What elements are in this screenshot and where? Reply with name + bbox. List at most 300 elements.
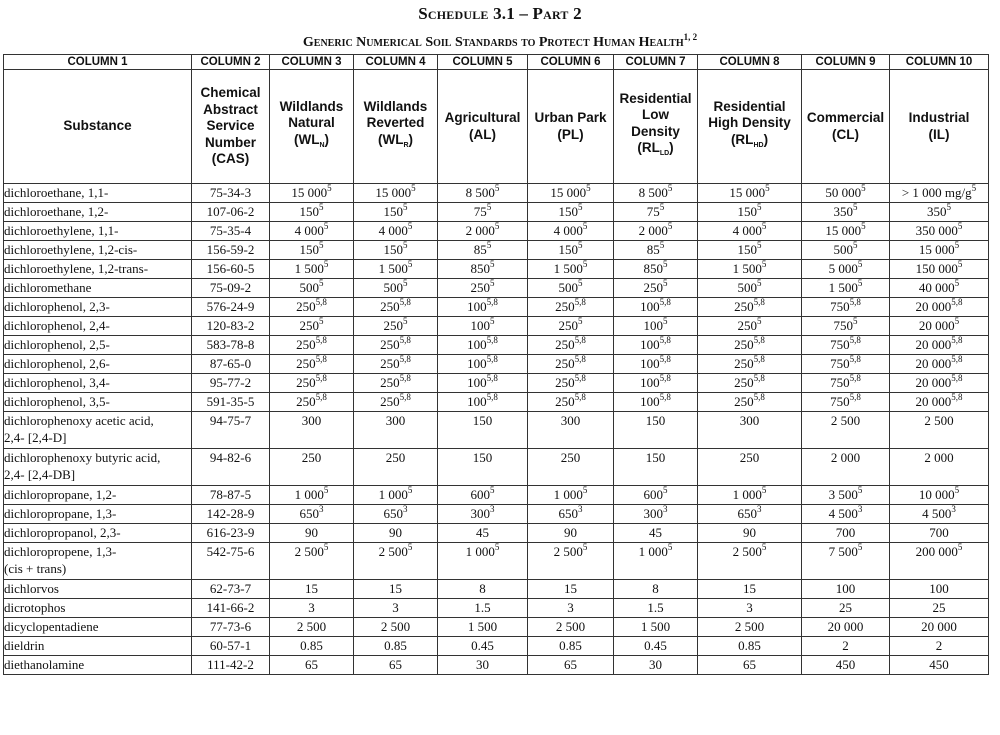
standard-value: 100 <box>470 318 490 333</box>
standard-value-cell <box>354 637 438 656</box>
cas-number-cell: 107-06-2 <box>192 203 270 222</box>
standard-value-cell <box>698 203 802 222</box>
footnote-reference: 5 <box>954 316 960 326</box>
column-header-9 <box>802 70 890 184</box>
standard-value-cell <box>270 260 354 279</box>
standard-value-cell <box>270 298 354 317</box>
column-header-abbreviation <box>890 127 988 144</box>
table-row <box>4 486 989 505</box>
standard-value-cell <box>890 412 989 449</box>
footnote-reference: 5 <box>761 485 767 495</box>
standard-value: 250 <box>558 318 578 333</box>
standard-value-cell <box>438 222 528 241</box>
column-header-abbreviation <box>528 127 613 144</box>
standard-value-cell <box>528 505 614 524</box>
footnote-reference: 5 <box>407 542 413 552</box>
standard-value: 0.45 <box>471 638 494 653</box>
standard-value-cell <box>802 505 890 524</box>
abbreviation-subscript: LD <box>659 150 670 157</box>
footnote-reference: 5 <box>663 316 668 326</box>
standard-value-cell <box>890 393 989 412</box>
standard-value-cell <box>270 618 354 637</box>
column-number-10: COLUMN 10 <box>890 55 989 70</box>
footnote-reference: 5,8 <box>849 297 861 307</box>
standard-value-cell <box>528 279 614 298</box>
standard-value-cell <box>270 393 354 412</box>
footnote-reference: 5,8 <box>315 392 327 402</box>
standard-value: 600 <box>643 487 663 502</box>
standard-value-cell <box>354 317 438 336</box>
footnote-reference: 5,8 <box>486 335 498 345</box>
standard-value: 1 500 <box>378 261 408 276</box>
standard-value: 150 <box>472 413 493 428</box>
substance-cell <box>4 505 192 524</box>
footnote-reference: 5,8 <box>849 373 861 383</box>
standard-value: 1.5 <box>647 600 664 615</box>
footnote-reference: 5 <box>403 240 408 250</box>
standard-value-cell <box>698 222 802 241</box>
column-header-3 <box>270 70 354 184</box>
standard-value-cell <box>528 374 614 393</box>
cas-number-cell: 111-42-2 <box>192 656 270 675</box>
column-header-row <box>4 70 989 184</box>
footnote-reference: 5 <box>319 278 324 288</box>
standard-value-cell <box>802 222 890 241</box>
column-header-line: Wildlands <box>279 98 344 114</box>
footnote-reference: 5 <box>578 240 583 250</box>
footnote-reference: 5 <box>667 221 673 231</box>
standard-value-cell <box>270 505 354 524</box>
standard-value-cell <box>698 505 802 524</box>
standard-value-cell <box>802 203 890 222</box>
standard-value: 2 000 <box>638 223 668 238</box>
standard-value: 85 <box>646 242 660 257</box>
table-row <box>4 449 989 486</box>
standard-value: 150 <box>383 242 403 257</box>
substance-cell <box>4 184 192 203</box>
standard-value-cell <box>438 580 528 599</box>
footnote-reference: 5 <box>323 542 329 552</box>
standard-value: 7 500 <box>828 544 858 559</box>
standard-value: 20 000 <box>915 375 952 390</box>
standard-value: 5 000 <box>828 261 858 276</box>
substance-name-line: dichloropropanol, 2,3- <box>4 525 121 540</box>
cas-number-cell: 75-35-4 <box>192 222 270 241</box>
footnote-reference: 5 <box>757 202 762 212</box>
substance-cell <box>4 336 192 355</box>
substance-cell <box>4 543 192 580</box>
footnote-reference: 5 <box>486 202 492 212</box>
standard-value-cell <box>614 279 698 298</box>
standard-value: 750 <box>830 356 850 371</box>
footnote-reference: 5 <box>494 183 500 193</box>
standard-value-cell <box>890 449 989 486</box>
standard-value-cell <box>528 543 614 580</box>
footnote-reference: 5,8 <box>849 335 861 345</box>
footnote-reference: 5,8 <box>951 297 963 307</box>
table-row <box>4 505 989 524</box>
footnote-reference: 5,8 <box>574 335 586 345</box>
standard-value-cell <box>890 184 989 203</box>
standard-value: 15 000 <box>825 223 862 238</box>
standard-value-cell <box>890 336 989 355</box>
standard-value-cell <box>354 298 438 317</box>
column-header-line: Number <box>204 134 256 150</box>
standard-value-cell <box>890 637 989 656</box>
footnote-reference: 5 <box>403 316 408 326</box>
standard-value: 0.85 <box>300 638 323 653</box>
standard-value: 1.5 <box>474 600 491 615</box>
standard-value-cell <box>270 412 354 449</box>
standard-value: 250 <box>380 394 400 409</box>
standard-value: 1 000 <box>553 487 583 502</box>
cas-number-cell: 591-35-5 <box>192 393 270 412</box>
standard-value: 250 <box>555 337 575 352</box>
footnote-reference: 5 <box>857 259 863 269</box>
standard-value-cell <box>614 412 698 449</box>
standard-value: 2 500 <box>830 413 861 428</box>
standard-value-cell <box>528 524 614 543</box>
standard-value: 300 <box>385 413 406 428</box>
standard-value-cell <box>438 355 528 374</box>
footnote-reference: 5 <box>663 485 668 495</box>
standard-value-cell <box>698 599 802 618</box>
standard-value: 65 <box>743 657 756 672</box>
footnote-reference: 5,8 <box>951 373 963 383</box>
substance-name-line: dichloroethylene, 1,2-cis- <box>4 242 138 257</box>
standard-value: 100 <box>640 394 660 409</box>
footnote-reference: 5 <box>659 240 665 250</box>
standard-value: 30 <box>476 657 489 672</box>
substance-cell <box>4 449 192 486</box>
abbreviation-text: (AL) <box>469 126 496 142</box>
column-number-2: COLUMN 2 <box>192 55 270 70</box>
column-header-5 <box>438 70 528 184</box>
column-number-6: COLUMN 6 <box>528 55 614 70</box>
standard-value-cell <box>354 618 438 637</box>
standard-value-cell <box>354 599 438 618</box>
footnote-reference: 5 <box>323 485 329 495</box>
standard-value: 8 500 <box>638 185 668 200</box>
footnote-reference: 5 <box>319 316 324 326</box>
standard-value: 8 <box>652 581 659 596</box>
column-header-line: Low <box>642 107 669 122</box>
standard-value-cell <box>270 203 354 222</box>
standard-value-cell <box>354 336 438 355</box>
standard-value: 3 500 <box>828 487 858 502</box>
standard-value-cell <box>890 580 989 599</box>
abbreviation-text: (RL <box>730 131 754 147</box>
standard-value-cell <box>438 298 528 317</box>
standard-value: 750 <box>830 337 850 352</box>
column-header-line: Wildlands <box>363 98 428 114</box>
standard-value: 3 <box>392 600 399 615</box>
cas-number-cell: 120-83-2 <box>192 317 270 336</box>
footnote-reference: 5,8 <box>315 335 327 345</box>
footnote-reference: 5 <box>490 485 495 495</box>
footnote-reference: 5 <box>857 542 863 552</box>
footnote-reference: 5,8 <box>753 373 765 383</box>
standard-value-cell <box>614 374 698 393</box>
standard-value-cell <box>354 393 438 412</box>
standard-value-cell <box>614 393 698 412</box>
column-header-line: Substance <box>63 118 132 134</box>
column-header-8 <box>698 70 802 184</box>
substance-cell <box>4 599 192 618</box>
footnote-reference: 5 <box>667 542 673 552</box>
standard-value: 350 <box>927 204 947 219</box>
abbreviation-close-paren: ) <box>763 131 769 147</box>
table-body <box>4 184 989 675</box>
standard-value-cell <box>802 184 890 203</box>
standard-value: 65 <box>564 657 577 672</box>
standard-value: 150 <box>737 242 757 257</box>
footnote-reference: 5,8 <box>399 297 411 307</box>
standard-value-cell <box>270 279 354 298</box>
table-row <box>4 524 989 543</box>
table-row <box>4 637 989 656</box>
standard-value: 250 <box>734 337 754 352</box>
standard-value-cell <box>270 374 354 393</box>
abbreviation-text: (CL) <box>832 126 859 142</box>
standard-value-cell <box>698 374 802 393</box>
standard-value: 15 <box>564 581 577 596</box>
standard-value: 250 <box>296 299 316 314</box>
standard-value: 30 <box>649 657 662 672</box>
standard-value: 8 500 <box>465 185 495 200</box>
standard-value: 1 500 <box>553 261 583 276</box>
standard-value-cell <box>354 355 438 374</box>
standard-value: 100 <box>640 299 660 314</box>
table-row <box>4 184 989 203</box>
footnote-reference: 5 <box>761 542 767 552</box>
substance-name-line: dichlorophenoxy acetic acid, <box>4 413 154 428</box>
substance-cell <box>4 412 192 449</box>
footnote-reference: 5 <box>954 278 960 288</box>
standard-value-cell <box>270 336 354 355</box>
column-header-line: Agricultural <box>444 110 521 125</box>
footnote-reference: 5 <box>403 202 408 212</box>
table-row <box>4 599 989 618</box>
standard-value: 90 <box>305 525 318 540</box>
cas-number-cell: 87-65-0 <box>192 355 270 374</box>
substance-name-line: dichlorophenol, 3,5- <box>4 394 110 409</box>
standard-value: 15 000 <box>729 185 766 200</box>
standard-value-cell <box>802 374 890 393</box>
standard-value-cell <box>354 203 438 222</box>
footnote-reference: 5 <box>582 542 588 552</box>
footnote-reference: 5 <box>757 278 762 288</box>
footnote-reference: 5 <box>403 278 408 288</box>
standard-value-cell <box>270 580 354 599</box>
footnote-reference: 5,8 <box>486 297 498 307</box>
substance-name-line: dichlorophenoxy butyric acid, <box>4 450 161 465</box>
standard-value-cell <box>698 355 802 374</box>
standard-value: 650 <box>558 506 578 521</box>
standard-value: 850 <box>470 261 490 276</box>
standard-value-cell <box>890 656 989 675</box>
column-header-abbreviation <box>614 140 697 163</box>
standard-value-cell <box>614 298 698 317</box>
cas-number-cell: 141-66-2 <box>192 599 270 618</box>
standard-value: 250 <box>734 394 754 409</box>
standard-value: 750 <box>830 394 850 409</box>
cas-number-cell: 583-78-8 <box>192 336 270 355</box>
standard-value-cell <box>270 486 354 505</box>
standard-value: 300 <box>560 413 581 428</box>
footnote-reference: 3 <box>319 504 324 514</box>
standard-value: 150 <box>645 413 666 428</box>
standard-value-cell <box>890 599 989 618</box>
table-row <box>4 260 989 279</box>
table-row <box>4 336 989 355</box>
standard-value-cell <box>802 543 890 580</box>
footnote-reference: 5,8 <box>315 373 327 383</box>
substance-name-line: dichloroethylene, 1,2-trans- <box>4 261 149 276</box>
standard-value-cell <box>354 184 438 203</box>
substance-name-line: dieldrin <box>4 638 45 653</box>
standard-value-cell <box>438 524 528 543</box>
standard-value-cell <box>438 486 528 505</box>
standard-value-cell <box>438 543 528 580</box>
substance-name-line: dichlorophenol, 3,4- <box>4 375 110 390</box>
column-number-7: COLUMN 7 <box>614 55 698 70</box>
standard-value-cell <box>438 637 528 656</box>
standard-value-cell <box>270 449 354 486</box>
substance-name-line: dichlorophenol, 2,3- <box>4 299 110 314</box>
standard-value: 4 000 <box>294 223 324 238</box>
footnote-reference: 5 <box>494 221 500 231</box>
standard-value: 2 500 <box>924 413 954 428</box>
standard-value: 25 <box>932 600 946 615</box>
standard-value: 1 000 <box>378 487 408 502</box>
footnote-reference: 5 <box>659 202 665 212</box>
standard-value-cell <box>614 317 698 336</box>
standard-value: 250 <box>380 375 400 390</box>
standard-value: 75 <box>646 204 660 219</box>
footnote-reference: 5,8 <box>753 392 765 402</box>
standard-value: 250 <box>555 299 575 314</box>
column-header-line: High Density <box>708 115 791 131</box>
standard-value-cell <box>890 524 989 543</box>
standard-value-cell <box>438 449 528 486</box>
footnote-reference: 5,8 <box>486 373 498 383</box>
standard-value-cell <box>528 393 614 412</box>
standard-value-cell <box>890 618 989 637</box>
column-header-abbreviation <box>698 132 801 155</box>
standard-value-cell <box>438 393 528 412</box>
standard-value: 650 <box>737 506 757 521</box>
standard-value: 250 <box>380 299 400 314</box>
standard-value-cell <box>528 317 614 336</box>
standard-value-cell <box>438 412 528 449</box>
standard-value-cell <box>614 449 698 486</box>
standard-value-cell <box>614 203 698 222</box>
standard-value: 1 000 <box>465 544 495 559</box>
standard-value-cell <box>698 524 802 543</box>
standard-value-cell <box>354 580 438 599</box>
standard-value-cell <box>698 184 802 203</box>
standard-value: 700 <box>929 525 949 540</box>
substance-name-line: dichlorophenol, 2,6- <box>4 356 110 371</box>
substance-cell <box>4 355 192 374</box>
standard-value-cell <box>890 260 989 279</box>
column-header-line: Abstract <box>203 101 258 117</box>
standard-value: 40 000 <box>918 280 955 295</box>
standard-value-cell <box>528 656 614 675</box>
document-title: Schedule 3.1 – Part 2 <box>418 4 582 23</box>
standard-value: 250 <box>385 450 406 465</box>
standard-value: 250 <box>555 394 575 409</box>
footnote-reference: 5 <box>857 278 863 288</box>
standard-value-cell <box>802 412 890 449</box>
soil-standards-table <box>3 54 989 675</box>
standard-value-cell <box>614 222 698 241</box>
abbreviation-subscript: R <box>403 141 409 149</box>
standard-value-cell <box>614 336 698 355</box>
abbreviation-subscript: N <box>319 141 325 149</box>
footnote-reference: 5,8 <box>659 335 671 345</box>
substance-cell <box>4 298 192 317</box>
column-header-line: Density <box>631 123 680 139</box>
cas-number-cell: 95-77-2 <box>192 374 270 393</box>
standard-value: 2 500 <box>553 544 583 559</box>
standard-value-cell <box>802 355 890 374</box>
standard-value: 250 <box>383 318 403 333</box>
footnote-reference: 5 <box>853 240 858 250</box>
column-header-line: Residential <box>619 90 692 106</box>
standard-value-cell <box>528 412 614 449</box>
table-row <box>4 618 989 637</box>
abbreviation-subscript: HD <box>753 141 764 149</box>
standard-value: 1 500 <box>294 261 324 276</box>
footnote-reference: 5 <box>667 183 673 193</box>
standard-value-cell <box>614 543 698 580</box>
footnote-reference: 5,8 <box>659 297 671 307</box>
abbreviation-text: (WL <box>293 131 320 147</box>
cas-number-cell: 156-60-5 <box>192 260 270 279</box>
footnote-reference: 5,8 <box>753 354 765 364</box>
table-row <box>4 412 989 449</box>
substance-cell <box>4 279 192 298</box>
standard-value-cell <box>528 203 614 222</box>
substance-name-line: dichloroethane, 1,2- <box>4 204 109 219</box>
standard-value: 100 <box>467 375 487 390</box>
standard-value: 1 000 <box>732 487 762 502</box>
footnote-reference: 5 <box>578 202 583 212</box>
column-header-4 <box>354 70 438 184</box>
footnote-reference: 5 <box>323 221 329 231</box>
standard-value-cell <box>890 203 989 222</box>
standard-value-cell <box>270 355 354 374</box>
standard-value: 250 <box>380 337 400 352</box>
footnote-reference: 5 <box>957 259 963 269</box>
standard-value: 100 <box>640 337 660 352</box>
cas-number-cell: 142-28-9 <box>192 505 270 524</box>
standard-value-cell <box>802 524 890 543</box>
footnote-reference: 5,8 <box>753 297 765 307</box>
standard-value: 2 000 <box>924 450 954 465</box>
footnote-reference: 5,8 <box>951 392 963 402</box>
abbreviation-text: (IL) <box>928 126 950 142</box>
footnote-reference: 5 <box>861 221 866 231</box>
substance-name-line: dichloroethane, 1,1- <box>4 185 109 200</box>
footnote-reference: 5,8 <box>574 354 586 364</box>
standard-value-cell <box>614 618 698 637</box>
standard-value: 600 <box>470 487 490 502</box>
standard-value: 20 000 <box>827 619 864 634</box>
substance-name-line: dicyclopentadiene <box>4 619 99 634</box>
